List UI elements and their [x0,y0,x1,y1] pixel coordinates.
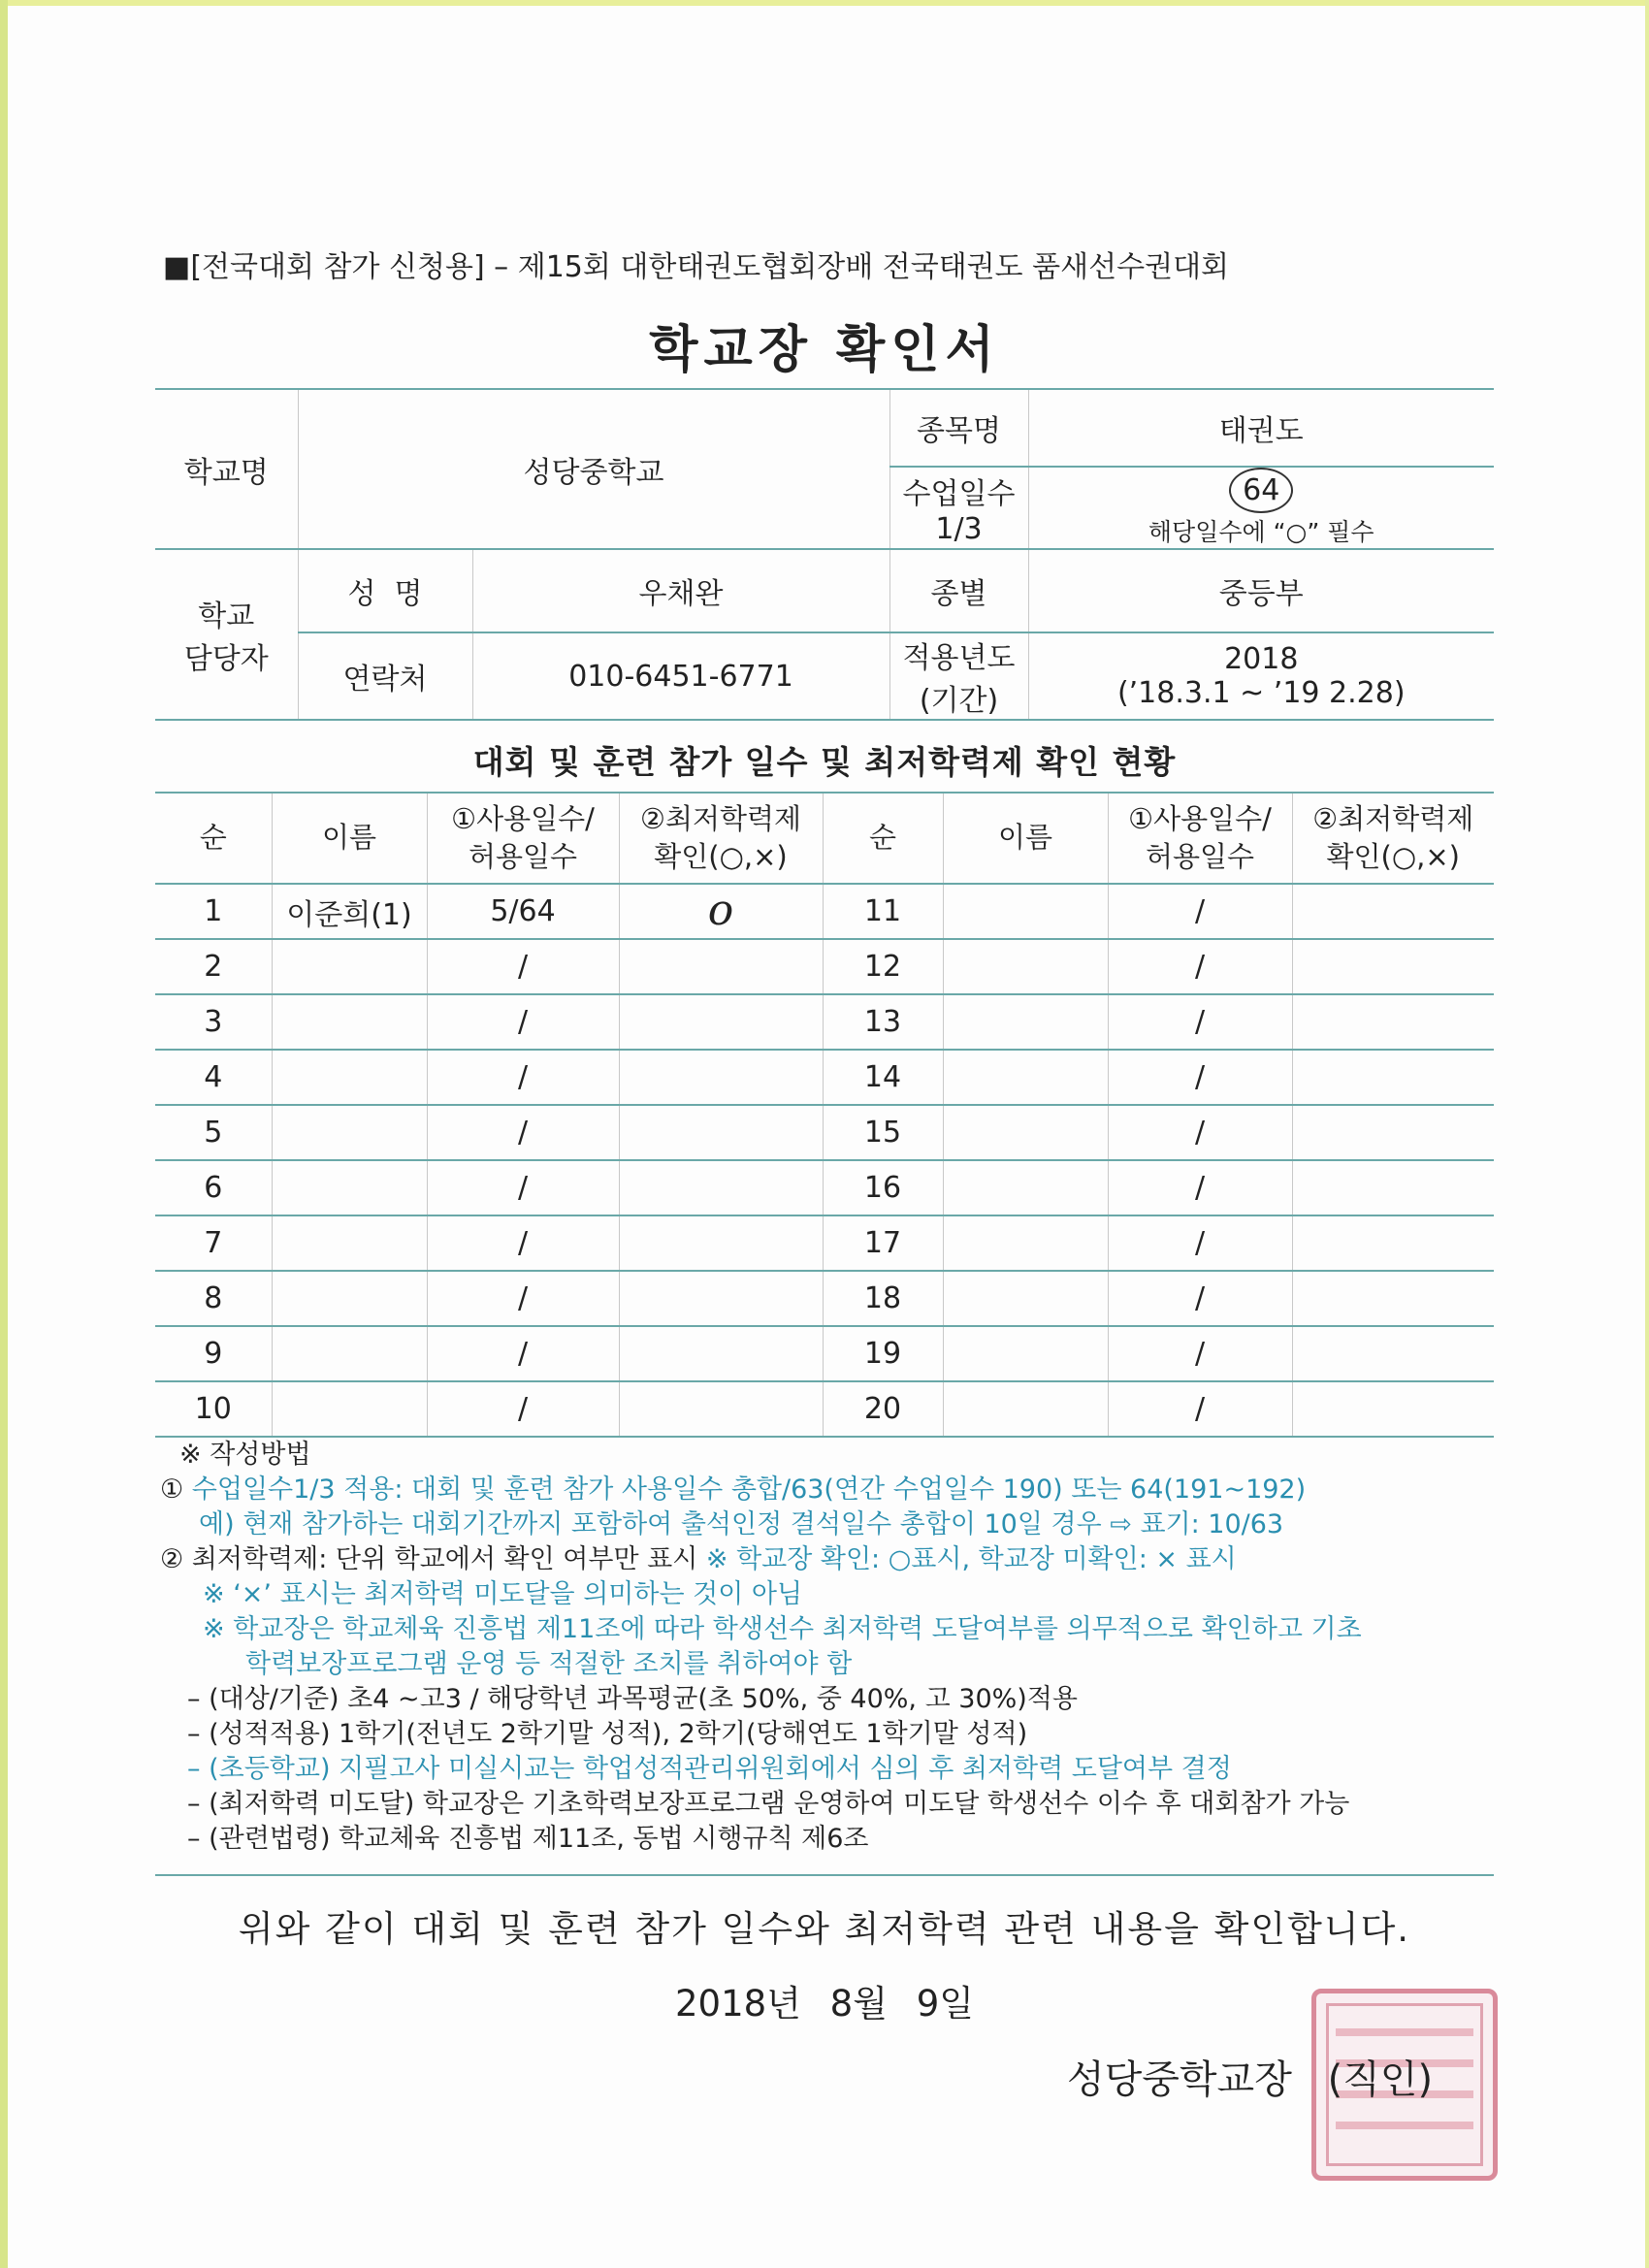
row-name [272,1326,427,1381]
row-check [619,1215,823,1271]
col-check-line1: ②최저학력제 [639,801,802,835]
col-no-right: 순 [823,793,943,884]
row-check [1292,1326,1494,1381]
row-no: 12 [823,939,943,994]
row-days: / [427,1160,619,1215]
page-title: 학교장 확인서 [649,321,1000,379]
class-days-label-line2: 1/3 [935,512,983,546]
row-name [943,1160,1108,1215]
manager-label-line1: 학교 [198,599,255,633]
row-no: 4 [155,1050,272,1105]
seal-glyph-bar [1336,2122,1473,2129]
row-name [943,1326,1108,1381]
document-date: 2018년 8월 9일 [675,1983,974,2025]
signer-name: 성당중학교장 [1067,2057,1292,2102]
class-days-label-line1: 수업일수 [902,477,1016,511]
col-no-left: 순 [155,793,272,884]
event-label: 종목명 [889,389,1028,467]
seal-glyph-bar [1336,2028,1473,2036]
row-days: / [1108,1105,1292,1160]
row-name [272,1105,427,1160]
row-days: / [1108,939,1292,994]
note-2 [160,1542,1499,1577]
row-check [619,939,823,994]
note-1-number: ① [160,1474,192,1505]
col-check-line2: 확인(○,×) [654,840,788,873]
col-name-right: 이름 [943,793,1108,884]
col-check-line2: 확인(○,×) [1326,840,1460,873]
name-value: 우채완 [472,549,889,632]
row-days: / [1108,1271,1292,1326]
note-1a [160,1473,1499,1507]
row-no: 8 [155,1271,272,1326]
note-4a: ※ 학교장은 학교체육 진흥법 제11조에 따라 학생선수 최저학력 도달여부를 의무적으로 확인하고 기초 [203,1614,1362,1644]
col-days-right [1108,793,1292,884]
row-no: 11 [823,884,943,939]
row-days: / [427,1326,619,1381]
category-label: 종별 [889,549,1028,632]
row-no: 20 [823,1381,943,1437]
row-name [943,884,1108,939]
contact-value: 010-6451-6771 [472,632,889,720]
year-period: (’18.3.1 ~ ’19 2.28) [1116,676,1406,710]
table-row [155,1381,1494,1437]
row-name [272,1050,427,1105]
table-row [155,1160,1494,1215]
row-check [619,1050,823,1105]
name-label: 성 명 [298,549,472,632]
row-no: 18 [823,1271,943,1326]
row-days: / [427,1381,619,1437]
row-name [943,994,1108,1050]
row-name [943,1050,1108,1105]
row-no: 15 [823,1105,943,1160]
row-days: / [427,1050,619,1105]
note-6: – (성적적용) 1학기(전년도 2학기말 성적), 2학기(당해연도 1학기말 성적) [187,1719,1028,1749]
contact-label: 연락처 [298,632,472,720]
row-days: / [1108,994,1292,1050]
col-days-left [427,793,619,884]
col-days-line1: ①사용일수/ [451,801,595,835]
row-name [943,1215,1108,1271]
info-table [155,388,1494,721]
note-1a-text: 수업일수1/3 적용: 대회 및 훈련 참가 사용일수 총합/63(연간 수업일수 190) 또는 64(191~192) [191,1474,1307,1505]
year-label-line2: (기간) [919,684,999,718]
table-row [155,1105,1494,1160]
row-check [1292,1381,1494,1437]
row-check [1292,994,1494,1050]
row-check [1292,939,1494,994]
row-no: 10 [155,1381,272,1437]
status-table [155,792,1494,1438]
row-no: 17 [823,1215,943,1271]
note-3: ※ ‘×’ 표시는 최저학력 미도달을 의미하는 것이 아님 [203,1579,803,1609]
class-days-value: 64 [1229,468,1293,513]
seal-label: (직인) [1327,2057,1434,2102]
row-no: 9 [155,1326,272,1381]
row-name [272,939,427,994]
note-8: – (최저학력 미도달) 학교장은 기초학력보장프로그램 운영하여 미도달 학생선수 이수 후 대회참가 가능 [187,1789,1350,1819]
school-label: 학교명 [155,389,298,549]
year-value: 2018 [1224,642,1299,676]
row-check [1292,1050,1494,1105]
row-check [1292,1105,1494,1160]
row-days: / [427,1271,619,1326]
status-header-row [155,793,1494,884]
writing-guide [160,1438,1499,1857]
row-no: 6 [155,1160,272,1215]
class-days-cell [1028,467,1494,549]
year-cell [1028,632,1494,720]
row-no: 1 [155,884,272,939]
row-no: 5 [155,1105,272,1160]
note-4b: 학력보장프로그램 운영 등 적절한 조치를 취하여야 함 [245,1649,853,1679]
row-days: / [427,939,619,994]
row-days: / [1108,1160,1292,1215]
table-row [155,994,1494,1050]
table-row [155,1050,1494,1105]
row-check [619,1271,823,1326]
col-days-line1: ①사용일수/ [1128,801,1272,835]
row-check [619,1326,823,1381]
note-2-cyan: ※ 학교장 확인: ○표시, 학교장 미확인: × 표시 [705,1544,1237,1574]
category-value: 중등부 [1028,549,1494,632]
row-days: / [427,994,619,1050]
row-no: 3 [155,994,272,1050]
note-7: – (초등학교) 지필고사 미실시교는 학업성적관리위원회에서 심의 후 최저학력 도달여부 결정 [187,1754,1232,1784]
table-row [155,884,1494,939]
col-check-left [619,793,823,884]
row-check [619,1105,823,1160]
class-days-note: 해당일수에 “○” 필수 [1148,518,1374,546]
manager-label-line2: 담당자 [183,642,269,676]
col-days-line2: 허용일수 [1145,840,1255,873]
row-name [272,1381,427,1437]
row-name [272,1271,427,1326]
row-no: 19 [823,1326,943,1381]
row-name [272,994,427,1050]
signature-line [1067,2049,1433,2104]
row-name: 이준희(1) [272,884,427,939]
handwritten-check-mark: o [707,885,734,935]
row-check [1292,1215,1494,1271]
note-9: – (관련법령) 학교체육 진흥법 제11조, 동법 시행규칙 제6조 [187,1824,869,1854]
row-check [1292,1271,1494,1326]
row-check [1292,884,1494,939]
school-value: 성당중학교 [298,389,889,549]
table-row [155,1271,1494,1326]
notes-divider [155,1874,1494,1876]
row-days: / [1108,1215,1292,1271]
competition-header: ■[전국대회 참가 신청용] – 제15회 대한태권도협회장배 전국태권도 품새선수권대회 [163,250,1230,284]
row-check [619,1160,823,1215]
manager-label [155,549,298,720]
row-name [943,1271,1108,1326]
row-check [619,884,823,939]
row-check [619,1381,823,1437]
row-days: 5/64 [427,884,619,939]
row-no: 14 [823,1050,943,1105]
note-2-text: ② 최저학력제: 단위 학교에서 확인 여부만 표시 [160,1544,706,1574]
row-name [943,1105,1108,1160]
year-label [889,632,1028,720]
row-no: 13 [823,994,943,1050]
confirmation-statement: 위와 같이 대회 및 훈련 참가 일수와 최저학력 관련 내용을 확인합니다. [238,1908,1411,1950]
note-5: – (대상/기준) 초4 ~고3 / 해당학년 과목평균(초 50%, 중 40%, 고 30%)적용 [187,1684,1078,1714]
table-row [155,939,1494,994]
row-name [272,1215,427,1271]
col-days-line2: 허용일수 [468,840,578,873]
row-no: 7 [155,1215,272,1271]
table-row [155,1326,1494,1381]
row-no: 2 [155,939,272,994]
row-days: / [1108,884,1292,939]
note-1b: 예) 현재 참가하는 대회기간까지 포함하여 출석인정 결석일수 총합이 10일 경우 ⇨ 표기: 10/63 [199,1509,1284,1539]
row-check [1292,1160,1494,1215]
col-check-line1: ②최저학력제 [1312,801,1474,835]
row-days: / [1108,1050,1292,1105]
event-value: 태권도 [1028,389,1494,467]
row-name [943,1381,1108,1437]
year-label-line1: 적용년도 [902,641,1016,675]
row-check [619,994,823,1050]
row-name [943,939,1108,994]
row-no: 16 [823,1160,943,1215]
row-name [272,1160,427,1215]
row-days: / [427,1215,619,1271]
notes-heading: ※ 작성방법 [179,1440,311,1470]
paper-edge-top [0,0,1649,6]
col-check-right [1292,793,1494,884]
row-days: / [427,1105,619,1160]
row-days: / [1108,1381,1292,1437]
col-name-left: 이름 [272,793,427,884]
table-row [155,1215,1494,1271]
row-days: / [1108,1326,1292,1381]
class-days-label [889,467,1028,549]
status-title: 대회 및 훈련 참가 일수 및 최저학력제 확인 현황 [472,743,1177,781]
